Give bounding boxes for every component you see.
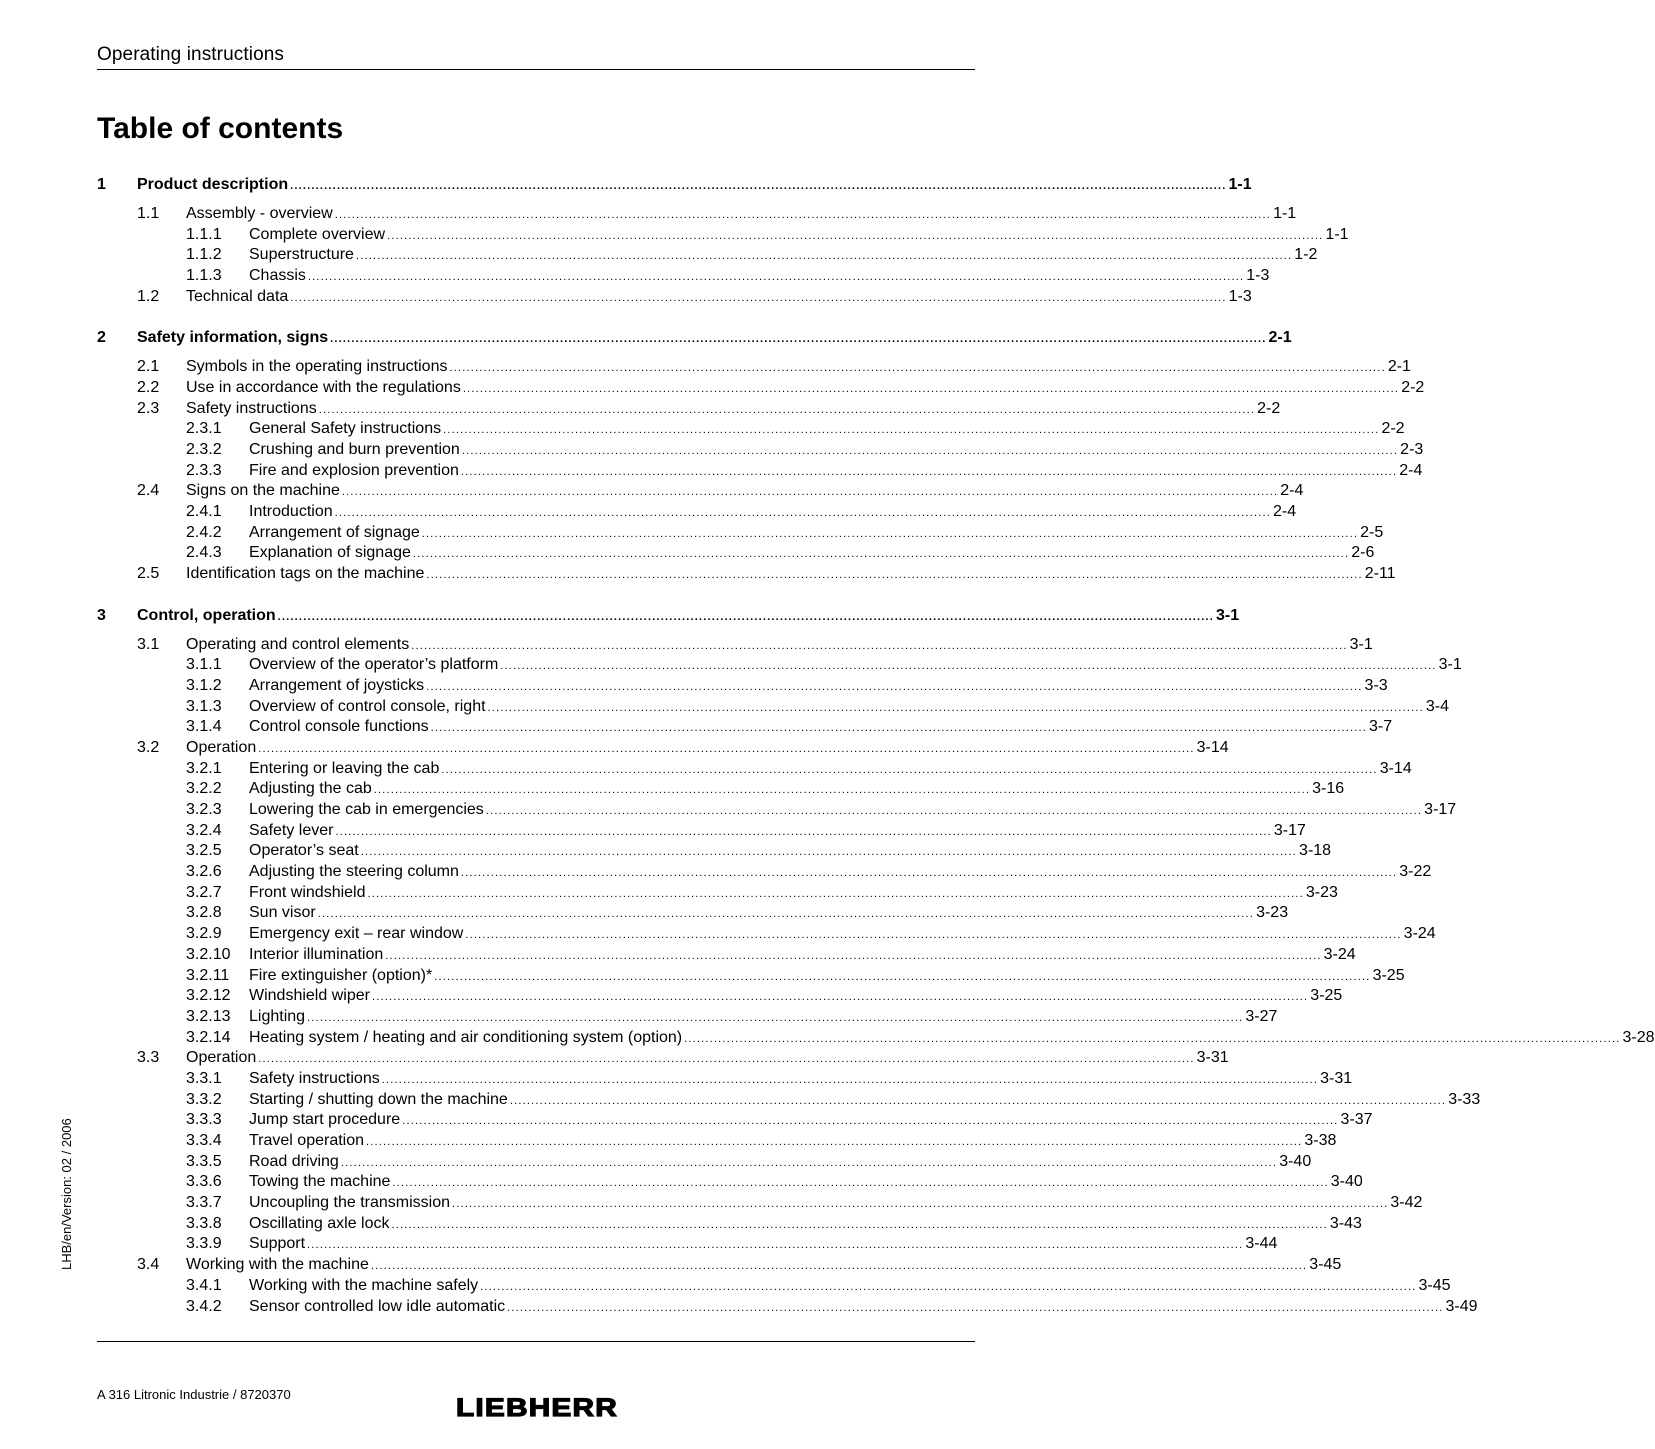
toc-page-number: 3-44 xyxy=(1245,1235,1278,1253)
toc-page-number: 3-27 xyxy=(1245,1007,1278,1025)
toc-leader-dots: ............................................................................................................................................................................................................................ xyxy=(509,1094,1447,1107)
toc-page-number: 3-23 xyxy=(1305,883,1338,901)
toc-entry-3-2-12[interactable] xyxy=(97,986,1343,1007)
toc-number: 3.4.2 xyxy=(186,1297,222,1315)
toc-page-number: 3-37 xyxy=(1340,1111,1373,1129)
footer-document-id: A 316 Litronic Industrie / 8720370 xyxy=(97,1387,291,1402)
toc-title: Operating and control elements xyxy=(186,635,410,653)
toc-number: 3.1.2 xyxy=(186,676,222,694)
toc-page-number: 3-25 xyxy=(1310,987,1343,1005)
toc-page-number: 1-3 xyxy=(1228,287,1252,305)
toc-page-number: 3-4 xyxy=(1425,697,1450,715)
toc-number: 3.3.3 xyxy=(186,1111,222,1129)
footer-divider xyxy=(97,1341,975,1342)
toc-entry-3-2-6[interactable] xyxy=(97,862,1432,883)
toc-title: Use in accordance with the regulations xyxy=(186,378,461,396)
toc-entry-3-2-14[interactable] xyxy=(97,1028,1655,1049)
toc-leader-dots: ............................................................................................................................................................................................................................ xyxy=(360,846,1298,859)
toc-leader-dots: ............................................................................................................................................................................................................................ xyxy=(426,569,1363,582)
toc-number: 3.2 xyxy=(137,738,160,756)
toc-number: 3.1.4 xyxy=(186,718,222,736)
toc-number: 3.2.5 xyxy=(186,842,222,860)
toc-title: Jump start procedure xyxy=(249,1111,401,1129)
toc-title: Operator’s seat xyxy=(249,842,359,860)
toc-leader-dots: ............................................................................................................................................................................................................................ xyxy=(307,271,1245,284)
toc-entry-3-2-3[interactable] xyxy=(97,800,1457,821)
toc-entry-3-3-7[interactable] xyxy=(97,1193,1423,1214)
header-title: Operating instructions xyxy=(97,44,285,65)
toc-title: Towing the machine xyxy=(249,1173,391,1191)
toc-leader-dots: ............................................................................................................................................................................................................................ xyxy=(370,1260,1308,1273)
toc-leader-dots: ............................................................................................................................................................................................................................ xyxy=(258,742,1195,755)
toc-leader-dots: ............................................................................................................................................................................................................................ xyxy=(341,486,1279,499)
toc-entry-2-3-3[interactable] xyxy=(97,461,1423,482)
toc-leader-dots: ............................................................................................................................................................................................................................ xyxy=(391,1218,1328,1231)
toc-title: Overview of control console, right xyxy=(249,697,486,715)
toc-leader-dots: ............................................................................................................................................................................................................................ xyxy=(340,1156,1278,1169)
toc-number: 3.3.1 xyxy=(186,1069,222,1087)
toc-number: 2.2 xyxy=(137,378,160,396)
toc-page-number: 3-1 xyxy=(1349,635,1373,653)
toc-number: 3.2.7 xyxy=(186,883,222,901)
toc-leader-dots: ............................................................................................................................................................................................................................ xyxy=(485,805,1423,818)
toc-title: Sun visor xyxy=(249,904,316,922)
toc-leader-dots: ............................................................................................................................................................................................................................ xyxy=(411,639,1348,652)
toc-entry-3-1-1[interactable] xyxy=(97,655,1462,676)
toc-number: 3.4 xyxy=(137,1256,160,1274)
toc-leader-dots: ............................................................................................................................................................................................................................ xyxy=(367,887,1304,900)
toc-entry-3-2-13[interactable] xyxy=(97,1007,1278,1028)
toc-leader-dots: ............................................................................................................................................................................................................................ xyxy=(462,382,1400,395)
toc-number: 1.1.2 xyxy=(186,246,222,264)
toc-entry-1-2[interactable] xyxy=(97,287,1252,308)
toc-entry-3-4-1[interactable] xyxy=(97,1276,1451,1297)
toc-number: 3.2.1 xyxy=(186,759,222,777)
toc-leader-dots: ............................................................................................................................................................................................................................ xyxy=(430,722,1368,735)
toc-page-number: 2-2 xyxy=(1381,420,1405,438)
toc-title: Identification tags on the machine xyxy=(186,565,425,583)
toc-number: 1.1.1 xyxy=(186,225,222,243)
toc-title: Crushing and burn prevention xyxy=(249,440,460,458)
toc-title: Fire extinguisher (option)* xyxy=(249,966,433,984)
toc-page-number: 3-17 xyxy=(1273,821,1306,839)
toc-entry-3-2-7[interactable] xyxy=(97,883,1338,904)
toc-number: 3.1.1 xyxy=(186,656,222,674)
toc-page-number: 3-38 xyxy=(1304,1132,1337,1150)
liebherr-logo xyxy=(454,1394,620,1420)
toc-title: Working with the machine safely xyxy=(249,1276,479,1294)
page-title: Table of contents xyxy=(97,112,344,145)
toc-title: Assembly - overview xyxy=(186,204,333,222)
toc-leader-dots: ............................................................................................................................................................................................................................ xyxy=(334,208,1272,221)
toc-number: 1.2 xyxy=(137,287,160,305)
svg-text:LIEBHERR: LIEBHERR xyxy=(456,1394,618,1422)
toc-page-number: 3-23 xyxy=(1256,904,1289,922)
toc-page-number: 1-2 xyxy=(1294,246,1318,264)
toc-page-number: 3-18 xyxy=(1299,842,1332,860)
toc-page-number: 2-4 xyxy=(1399,461,1423,479)
toc-number: 3.3.8 xyxy=(186,1214,222,1232)
toc-title: Chassis xyxy=(249,267,306,285)
toc-title: Safety lever xyxy=(249,821,334,839)
toc-page-number: 3-28 xyxy=(1622,1028,1655,1046)
toc-title: Travel operation xyxy=(249,1132,365,1150)
toc-number: 3.3.4 xyxy=(186,1132,222,1150)
toc-page-number: 3-31 xyxy=(1196,1049,1229,1067)
toc-number: 1.1.3 xyxy=(186,267,222,285)
toc-title: Arrangement of signage xyxy=(249,523,420,541)
toc-title: Overview of the operator’s platform xyxy=(249,656,499,674)
toc-leader-dots: ............................................................................................................................................................................................................................ xyxy=(355,250,1293,263)
toc-entry-2-3[interactable] xyxy=(97,399,1281,420)
toc-page-number: 3-24 xyxy=(1403,925,1436,943)
toc-leader-dots: ............................................................................................................................................................................................................................ xyxy=(460,867,1398,880)
toc-title: Emergency exit – rear window xyxy=(249,925,464,943)
toc-number: 3.2.10 xyxy=(186,945,231,963)
toc-title: Working with the machine xyxy=(186,1256,369,1274)
toc-leader-dots: ............................................................................................................................................................................................................................ xyxy=(426,680,1363,693)
header-divider xyxy=(97,69,975,70)
toc-number: 3.3 xyxy=(137,1049,160,1067)
toc-title: Sensor controlled low idle automatic xyxy=(249,1297,506,1315)
toc-entry-3-3-8[interactable] xyxy=(97,1214,1362,1235)
version-side-text: LHB/en/Version: 02 / 2006 xyxy=(59,1118,74,1270)
toc-page-number: 3-25 xyxy=(1372,966,1405,984)
toc-number: 2.3 xyxy=(137,399,160,417)
toc-entry-3-2-8[interactable] xyxy=(97,903,1289,924)
toc-title: Safety information, signs xyxy=(137,329,329,347)
toc-number: 3.2.12 xyxy=(186,987,231,1005)
toc-entry-3-4-2[interactable] xyxy=(97,1297,1478,1318)
toc-leader-dots: ............................................................................................................................................................................................................................ xyxy=(307,1239,1244,1252)
toc-leader-dots: ............................................................................................................................................................................................................................ xyxy=(277,610,1215,623)
toc-entry-3-2-2[interactable] xyxy=(97,779,1345,800)
toc-entry-3-3-3[interactable] xyxy=(97,1110,1373,1131)
toc-entry-3-3-6[interactable] xyxy=(97,1172,1363,1193)
toc-title: Windshield wiper xyxy=(249,987,370,1005)
toc-entry-3-3-9[interactable] xyxy=(97,1234,1278,1255)
toc-leader-dots: ............................................................................................................................................................................................................................ xyxy=(290,291,1227,304)
toc-entry-3-3-1[interactable] xyxy=(97,1069,1353,1090)
toc-page-number: 1-3 xyxy=(1246,267,1270,285)
toc-entry-3-2-10[interactable] xyxy=(97,945,1356,966)
toc-page-number: 3-7 xyxy=(1369,718,1393,736)
toc-number: 3.2.4 xyxy=(186,821,222,839)
toc-leader-dots: ............................................................................................................................................................................................................................ xyxy=(392,1177,1329,1190)
toc-title: Technical data xyxy=(186,287,289,305)
toc-entry-2-5[interactable] xyxy=(97,564,1396,585)
toc-leader-dots: ............................................................................................................................................................................................................................ xyxy=(258,1053,1195,1066)
toc-entry-1-1-1[interactable] xyxy=(97,225,1349,246)
toc-title: Control, operation xyxy=(137,606,276,624)
table-of-contents xyxy=(97,175,1655,1317)
toc-number: 3.2.3 xyxy=(186,801,222,819)
toc-leader-dots: ............................................................................................................................................................................................................................ xyxy=(373,784,1311,797)
toc-title: Entering or leaving the cab xyxy=(249,759,440,777)
toc-leader-dots: ............................................................................................................................................................................................................................ xyxy=(334,507,1271,520)
toc-page-number: 3-3 xyxy=(1364,676,1388,694)
toc-leader-dots: ............................................................................................................................................................................................................................ xyxy=(381,1073,1319,1086)
toc-leader-dots: ............................................................................................................................................................................................................................ xyxy=(465,929,1402,942)
toc-entry-2-3-1[interactable] xyxy=(97,419,1405,440)
toc-page-number: 3-14 xyxy=(1196,738,1229,756)
toc-leader-dots: ............................................................................................................................................................................................................................ xyxy=(335,825,1272,838)
toc-title: General Safety instructions xyxy=(249,420,442,438)
toc-entry-3-1-4[interactable] xyxy=(97,717,1393,738)
toc-number: 3.2.9 xyxy=(186,925,222,943)
toc-entry-2-2[interactable] xyxy=(97,378,1425,399)
toc-page-number: 3-22 xyxy=(1399,863,1432,881)
toc-number: 3.3.9 xyxy=(186,1235,222,1253)
toc-number: 3.1 xyxy=(137,635,160,653)
toc-title: Support xyxy=(249,1235,306,1253)
toc-entry-2[interactable] xyxy=(97,328,1292,349)
toc-number: 2.3.1 xyxy=(186,420,222,438)
toc-number: 3.2.2 xyxy=(186,780,222,798)
toc-page-number: 3-1 xyxy=(1438,656,1462,674)
toc-leader-dots: ............................................................................................................................................................................................................................ xyxy=(500,660,1437,673)
toc-title: Safety instructions xyxy=(249,1069,380,1087)
toc-entry-3-2[interactable] xyxy=(97,738,1229,759)
toc-title: Adjusting the cab xyxy=(249,780,372,798)
toc-title: Lighting xyxy=(249,1007,306,1025)
toc-number: 3.2.11 xyxy=(186,966,230,984)
toc-entry-3-3-5[interactable] xyxy=(97,1152,1312,1173)
toc-leader-dots: ............................................................................................................................................................................................................................ xyxy=(487,701,1424,714)
toc-number: 2.3.3 xyxy=(186,461,222,479)
toc-entry-3-2-11[interactable] xyxy=(97,966,1405,987)
toc-number: 3.4.1 xyxy=(186,1276,222,1294)
toc-title: Heating system / heating and air conditioning system (option) xyxy=(249,1028,683,1046)
toc-title: Explanation of signage xyxy=(249,544,411,562)
toc-page-number: 2-2 xyxy=(1401,378,1425,396)
toc-title: Complete overview xyxy=(249,225,386,243)
toc-leader-dots: ............................................................................................................................................................................................................................ xyxy=(452,1198,1389,1211)
toc-page-number: 3-42 xyxy=(1390,1194,1423,1212)
toc-leader-dots: ............................................................................................................................................................................................................................ xyxy=(402,1115,1339,1128)
toc-leader-dots: ............................................................................................................................................................................................................................ xyxy=(387,229,1324,242)
toc-leader-dots: ............................................................................................................................................................................................................................ xyxy=(460,465,1398,478)
toc-entry-3-1[interactable] xyxy=(97,635,1373,656)
toc-title: Front windshield xyxy=(249,883,366,901)
toc-page-number: 3-40 xyxy=(1330,1173,1363,1191)
toc-page-number: 1-1 xyxy=(1273,204,1297,222)
toc-leader-dots: ............................................................................................................................................................................................................................ xyxy=(441,763,1378,776)
toc-page-number: 3-1 xyxy=(1216,606,1240,624)
toc-title: Symbols in the operating instructions xyxy=(186,358,448,376)
toc-leader-dots: ............................................................................................................................................................................................................................ xyxy=(507,1301,1444,1314)
toc-page-number: 2-11 xyxy=(1364,565,1396,583)
toc-title: Adjusting the steering column xyxy=(249,863,459,881)
toc-number: 1 xyxy=(97,176,106,193)
toc-leader-dots: ............................................................................................................................................................................................................................ xyxy=(480,1280,1417,1293)
toc-page-number: 3-43 xyxy=(1329,1214,1362,1232)
toc-number: 3.3.5 xyxy=(186,1152,222,1170)
toc-page-number: 2-1 xyxy=(1387,358,1411,376)
toc-leader-dots: ............................................................................................................................................................................................................................ xyxy=(371,991,1309,1004)
toc-number: 2.3.2 xyxy=(186,440,222,458)
toc-entry-1-1-2[interactable] xyxy=(97,245,1318,266)
toc-entry-2-4-3[interactable] xyxy=(97,543,1375,564)
toc-title: Control console functions xyxy=(249,718,429,736)
toc-entry-1-1[interactable] xyxy=(97,204,1297,225)
toc-page-number: 3-40 xyxy=(1279,1152,1312,1170)
toc-leader-dots: ............................................................................................................................................................................................................................ xyxy=(307,1011,1244,1024)
toc-page-number: 3-14 xyxy=(1379,759,1412,777)
toc-leader-dots: ............................................................................................................................................................................................................................ xyxy=(385,949,1322,962)
toc-number: 1.1 xyxy=(137,204,160,222)
toc-page-number: 1-1 xyxy=(1325,225,1349,243)
toc-page-number: 3-49 xyxy=(1445,1297,1478,1315)
toc-page-number: 2-4 xyxy=(1280,482,1304,500)
toc-number: 3.2.13 xyxy=(186,1007,231,1025)
toc-number: 3.1.3 xyxy=(186,697,222,715)
toc-title: Introduction xyxy=(249,503,333,521)
toc-page-number: 3-16 xyxy=(1312,780,1345,798)
toc-page-number: 2-6 xyxy=(1351,544,1375,562)
toc-number: 2.1 xyxy=(137,358,160,376)
toc-page-number: 3-31 xyxy=(1320,1069,1353,1087)
toc-title: Signs on the machine xyxy=(186,482,340,500)
toc-number: 3.3.7 xyxy=(186,1194,222,1212)
toc-page-number: 3-45 xyxy=(1309,1256,1342,1274)
toc-page-number: 2-3 xyxy=(1400,440,1424,458)
toc-title: Lowering the cab in emergencies xyxy=(249,801,484,819)
toc-number: 2 xyxy=(97,329,106,347)
toc-title: Operation xyxy=(186,738,257,756)
toc-leader-dots: ............................................................................................................................................................................................................................ xyxy=(366,1136,1303,1149)
toc-leader-dots: ............................................................................................................................................................................................................................ xyxy=(290,180,1227,192)
toc-title: Superstructure xyxy=(249,246,354,264)
toc-entry-3-1-2[interactable] xyxy=(97,676,1388,697)
toc-title: Uncoupling the transmission xyxy=(249,1194,450,1212)
toc-number: 3.3.2 xyxy=(186,1090,222,1108)
toc-entry-1-1-3[interactable] xyxy=(97,266,1270,287)
toc-leader-dots: ............................................................................................................................................................................................................................ xyxy=(421,527,1359,540)
toc-title: Road driving xyxy=(249,1152,339,1170)
toc-leader-dots: ............................................................................................................................................................................................................................ xyxy=(684,1032,1621,1045)
toc-entry-3-4[interactable] xyxy=(97,1255,1342,1276)
toc-page-number: 2-1 xyxy=(1268,329,1292,347)
toc-title: Fire and explosion prevention xyxy=(249,461,459,479)
toc-page-number: 2-5 xyxy=(1360,523,1384,541)
toc-leader-dots: ............................................................................................................................................................................................................................ xyxy=(318,403,1256,416)
toc-entry-1[interactable] xyxy=(97,175,1252,196)
toc-title: Operation xyxy=(186,1049,257,1067)
toc-entry-3-2-4[interactable] xyxy=(97,821,1306,842)
toc-number: 2.4.3 xyxy=(186,544,222,562)
toc-title: Interior illumination xyxy=(249,945,384,963)
toc-entry-3-3[interactable] xyxy=(97,1048,1229,1069)
toc-number: 2.4.1 xyxy=(186,503,222,521)
toc-entry-2-4[interactable] xyxy=(97,481,1304,502)
toc-title: Arrangement of joysticks xyxy=(249,676,425,694)
toc-entry-3-2-1[interactable] xyxy=(97,759,1412,780)
toc-leader-dots: ............................................................................................................................................................................................................................ xyxy=(317,908,1255,921)
toc-title: Safety instructions xyxy=(186,399,317,417)
toc-leader-dots: ............................................................................................................................................................................................................................ xyxy=(461,444,1399,457)
toc-entry-3-3-4[interactable] xyxy=(97,1131,1337,1152)
toc-leader-dots: ............................................................................................................................................................................................................................ xyxy=(449,362,1386,375)
toc-page-number: 2-4 xyxy=(1272,503,1297,521)
toc-entry-3-1-3[interactable] xyxy=(97,697,1450,718)
toc-leader-dots: ............................................................................................................................................................................................................................ xyxy=(412,548,1350,561)
toc-entry-3-2-5[interactable] xyxy=(97,841,1332,862)
toc-page-number: 1-1 xyxy=(1228,176,1252,193)
toc-title: Oscillating axle lock xyxy=(249,1214,390,1232)
toc-entry-3-3-2[interactable] xyxy=(97,1090,1481,1111)
toc-number: 2.5 xyxy=(137,565,160,583)
toc-number: 3.2.8 xyxy=(186,904,222,922)
toc-page-number: 3-45 xyxy=(1418,1276,1451,1294)
toc-page-number: 3-17 xyxy=(1424,801,1457,819)
toc-leader-dots: ............................................................................................................................................................................................................................ xyxy=(330,333,1267,346)
toc-entry-3[interactable] xyxy=(97,606,1240,627)
toc-entry-3-2-9[interactable] xyxy=(97,924,1436,945)
toc-leader-dots: ............................................................................................................................................................................................................................ xyxy=(434,970,1371,983)
toc-number: 2.4 xyxy=(137,482,160,500)
toc-number: 3.2.6 xyxy=(186,863,222,881)
toc-page-number: 3-24 xyxy=(1323,945,1356,963)
toc-number: 2.4.2 xyxy=(186,523,222,541)
toc-number: 3.3.6 xyxy=(186,1173,222,1191)
toc-page-number: 2-2 xyxy=(1257,399,1281,417)
toc-page-number: 3-33 xyxy=(1448,1090,1481,1108)
toc-entry-2-4-2[interactable] xyxy=(97,523,1384,544)
toc-number: 3.2.14 xyxy=(186,1028,231,1046)
toc-number: 3 xyxy=(97,606,106,624)
toc-entry-2-1[interactable] xyxy=(97,357,1411,378)
toc-entry-2-3-2[interactable] xyxy=(97,440,1424,461)
toc-leader-dots: ............................................................................................................................................................................................................................ xyxy=(443,424,1380,437)
toc-title: Product description xyxy=(137,176,289,193)
toc-title: Starting / shutting down the machine xyxy=(249,1090,508,1108)
toc-entry-2-4-1[interactable] xyxy=(97,502,1297,523)
